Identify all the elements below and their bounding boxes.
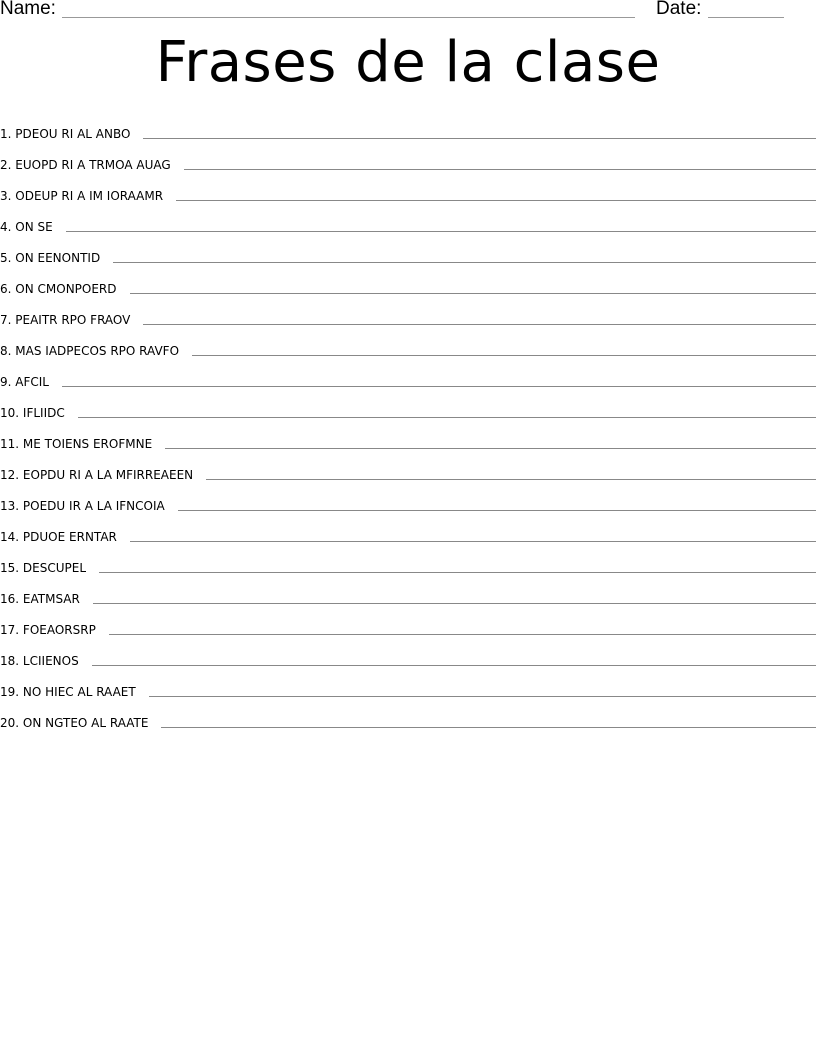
scrambled-phrase xyxy=(0,685,136,699)
answer-line[interactable] xyxy=(109,634,816,635)
item-text: ON NGTEO AL RAATE xyxy=(22,716,149,730)
item-number: 3. xyxy=(0,189,12,203)
answer-line[interactable] xyxy=(184,169,816,170)
list-item xyxy=(0,699,816,730)
list-item xyxy=(0,544,816,575)
item-number: 6. xyxy=(0,282,12,296)
item-number: 15. xyxy=(0,561,20,575)
list-item xyxy=(0,575,816,606)
answer-line[interactable] xyxy=(130,541,816,542)
list-item xyxy=(0,482,816,513)
answer-line[interactable] xyxy=(176,200,816,201)
item-number: 2. xyxy=(0,158,12,172)
item-text: ME TOIENS EROFMNE xyxy=(22,437,153,451)
list-item xyxy=(0,265,816,296)
answer-line[interactable] xyxy=(161,727,816,728)
answer-line[interactable] xyxy=(143,324,816,325)
item-number: 14. xyxy=(0,530,20,544)
item-text: ODEUP RI A IM IORAAMR xyxy=(15,189,164,203)
scrambled-phrase xyxy=(0,654,79,668)
list-item xyxy=(0,420,816,451)
item-number: 13. xyxy=(0,499,20,513)
item-text: AFCIL xyxy=(15,375,49,389)
scrambled-phrase xyxy=(0,561,86,575)
item-text: PEAITR RPO FRAOV xyxy=(15,313,131,327)
item-text: ON CMONPOERD xyxy=(15,282,117,296)
scrambled-phrase xyxy=(0,437,152,451)
list-item xyxy=(0,110,816,141)
scrambled-phrase xyxy=(0,189,163,203)
list-item xyxy=(0,234,816,265)
item-number: 9. xyxy=(0,375,12,389)
answer-line[interactable] xyxy=(206,479,816,480)
answer-line[interactable] xyxy=(165,448,816,449)
item-text: PDEOU RI AL ANBO xyxy=(15,127,131,141)
scrambled-phrase xyxy=(0,220,53,234)
scrambled-phrase xyxy=(0,282,117,296)
item-text: EATMSAR xyxy=(22,592,80,606)
item-text: DESCUPEL xyxy=(22,561,87,575)
item-number: 19. xyxy=(0,685,20,699)
list-item xyxy=(0,389,816,420)
list-item xyxy=(0,513,816,544)
answer-line[interactable] xyxy=(99,572,816,573)
page-title: Frases de la clase xyxy=(155,30,661,95)
item-number: 17. xyxy=(0,623,20,637)
name-label: Name: xyxy=(0,0,56,19)
scrambled-phrase xyxy=(0,375,49,389)
answer-line[interactable] xyxy=(130,293,816,294)
item-number: 18. xyxy=(0,654,20,668)
answer-line[interactable] xyxy=(62,386,816,387)
item-text: NO HIEC AL RAAET xyxy=(22,685,136,699)
answer-line[interactable] xyxy=(178,510,816,511)
item-text: EUOPD RI A TRMOA AUAG xyxy=(15,158,171,172)
list-item xyxy=(0,141,816,172)
list-item xyxy=(0,451,816,482)
scrambled-phrase xyxy=(0,716,148,730)
list-item xyxy=(0,637,816,668)
item-number: 11. xyxy=(0,437,20,451)
item-number: 4. xyxy=(0,220,12,234)
answer-line[interactable] xyxy=(149,696,816,697)
scrambled-phrase xyxy=(0,468,193,482)
item-text: MAS IADPECOS RPO RAVFO xyxy=(15,344,180,358)
scrambled-phrase xyxy=(0,623,96,637)
item-number: 7. xyxy=(0,313,12,327)
list-item xyxy=(0,203,816,234)
item-text: IFLIIDC xyxy=(22,406,65,420)
answer-line[interactable] xyxy=(78,417,816,418)
worksheet-header xyxy=(0,0,816,24)
item-number: 5. xyxy=(0,251,12,265)
date-label: Date: xyxy=(656,0,702,19)
answer-line[interactable] xyxy=(66,231,816,232)
item-text: POEDU IR A LA IFNCOIA xyxy=(22,499,165,513)
item-text: ON EENONTID xyxy=(15,251,101,265)
item-text: LCIIENOS xyxy=(22,654,79,668)
date-blank-line[interactable] xyxy=(708,17,784,18)
answer-line[interactable] xyxy=(92,665,816,666)
scrambled-phrase xyxy=(0,406,65,420)
scrambled-phrase xyxy=(0,158,171,172)
item-number: 8. xyxy=(0,344,12,358)
scrambled-phrase xyxy=(0,592,80,606)
item-text: EOPDU RI A LA MFIRREAEEN xyxy=(22,468,194,482)
scrambled-phrase xyxy=(0,344,179,358)
answer-line[interactable] xyxy=(143,138,816,139)
scrambled-phrase xyxy=(0,127,130,141)
list-item xyxy=(0,327,816,358)
item-text: ON SE xyxy=(15,220,53,234)
answer-line[interactable] xyxy=(113,262,816,263)
list-item xyxy=(0,606,816,637)
list-item xyxy=(0,668,816,699)
item-number: 10. xyxy=(0,406,20,420)
item-text: PDUOE ERNTAR xyxy=(22,530,117,544)
scrambled-phrase xyxy=(0,530,117,544)
item-number: 20. xyxy=(0,716,20,730)
list-item xyxy=(0,358,816,389)
name-blank-line[interactable] xyxy=(62,17,635,18)
scrambled-phrase xyxy=(0,499,165,513)
answer-line[interactable] xyxy=(93,603,816,604)
item-number: 1. xyxy=(0,127,12,141)
list-item xyxy=(0,172,816,203)
item-text: FOEAORSRP xyxy=(22,623,96,637)
scramble-list xyxy=(0,110,816,730)
item-number: 16. xyxy=(0,592,20,606)
scrambled-phrase xyxy=(0,251,100,265)
scrambled-phrase xyxy=(0,313,130,327)
item-number: 12. xyxy=(0,468,20,482)
list-item xyxy=(0,296,816,327)
answer-line[interactable] xyxy=(192,355,816,356)
